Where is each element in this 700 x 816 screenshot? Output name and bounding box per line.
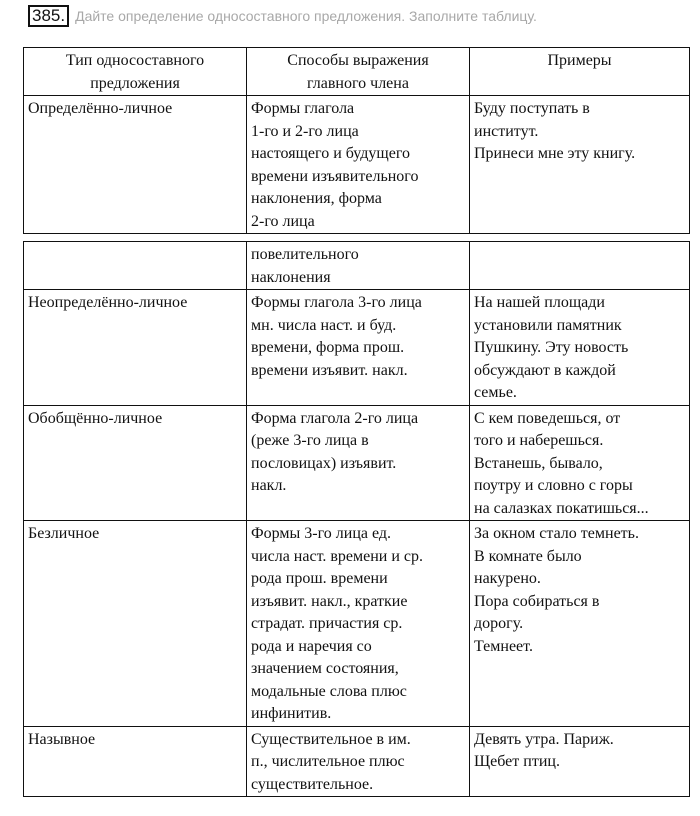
cell-means: повелительного наклонения <box>247 242 470 290</box>
header-type: Тип односоставного предложения <box>24 48 247 96</box>
cell-examples: С кем поведешься, от того и наберешься. Встанешь, бывало, поутру и словно с горы на салазках покатишься... <box>470 405 690 521</box>
cell-type <box>24 242 247 290</box>
table-row <box>24 726 690 797</box>
cell-means: Формы глагола 3-го лица мн. числа наст. и буд. времени, форма прош. времени изъявит. накл. <box>247 290 470 406</box>
cell-examples: Девять утра. Париж. Щебет птиц. <box>470 726 690 797</box>
table-part-1 <box>23 47 690 234</box>
cell-means: Форма глагола 2-го лица (реже 3-го лица в пословицах) изъявит. накл. <box>247 405 470 521</box>
cell-type: Назывное <box>24 726 247 797</box>
table-part-2 <box>23 241 690 797</box>
cell-type: Обобщённо-личное <box>24 405 247 521</box>
header-means: Способы выражения главного члена <box>247 48 470 96</box>
table-row <box>24 405 690 521</box>
cell-examples: Буду поступать в институт. Принеси мне эту книгу. <box>470 96 690 234</box>
cell-means: Формы 3-го лица ед. числа наст. времени и ср. рода прош. времени изъявит. накл., краткие страдат. причастия ср. рода и наречия со значением состояния, модальные слова плюс инфинитив. <box>247 521 470 727</box>
table-row <box>24 521 690 727</box>
cell-type: Безличное <box>24 521 247 727</box>
table-row <box>24 290 690 406</box>
cell-examples <box>470 242 690 290</box>
cell-examples: На нашей площади установили памятник Пушкину. Эту новость обсуждают в каждой семье. <box>470 290 690 406</box>
header-examples: Примеры <box>470 48 690 96</box>
task-header <box>28 4 688 28</box>
table-row <box>24 242 690 290</box>
cell-type: Неопределённо-личное <box>24 290 247 406</box>
task-text: Дайте определение односоставного предложения. Заполните таблицу. <box>75 8 537 24</box>
cell-means: Формы глагола 1-го и 2-го лица настоящего и будущего времени изъявительного наклонения, форма 2-го лица <box>247 96 470 234</box>
cell-examples: За окном стало темнеть. В комнате было накурено. Пора собираться в дорогу. Темнеет. <box>470 521 690 727</box>
table-row <box>24 96 690 234</box>
cell-means: Существительное в им. п., числительное плюс существительное. <box>247 726 470 797</box>
task-number: 385. <box>28 5 69 27</box>
table-header-row <box>24 48 690 96</box>
cell-type: Определённо-личное <box>24 96 247 234</box>
